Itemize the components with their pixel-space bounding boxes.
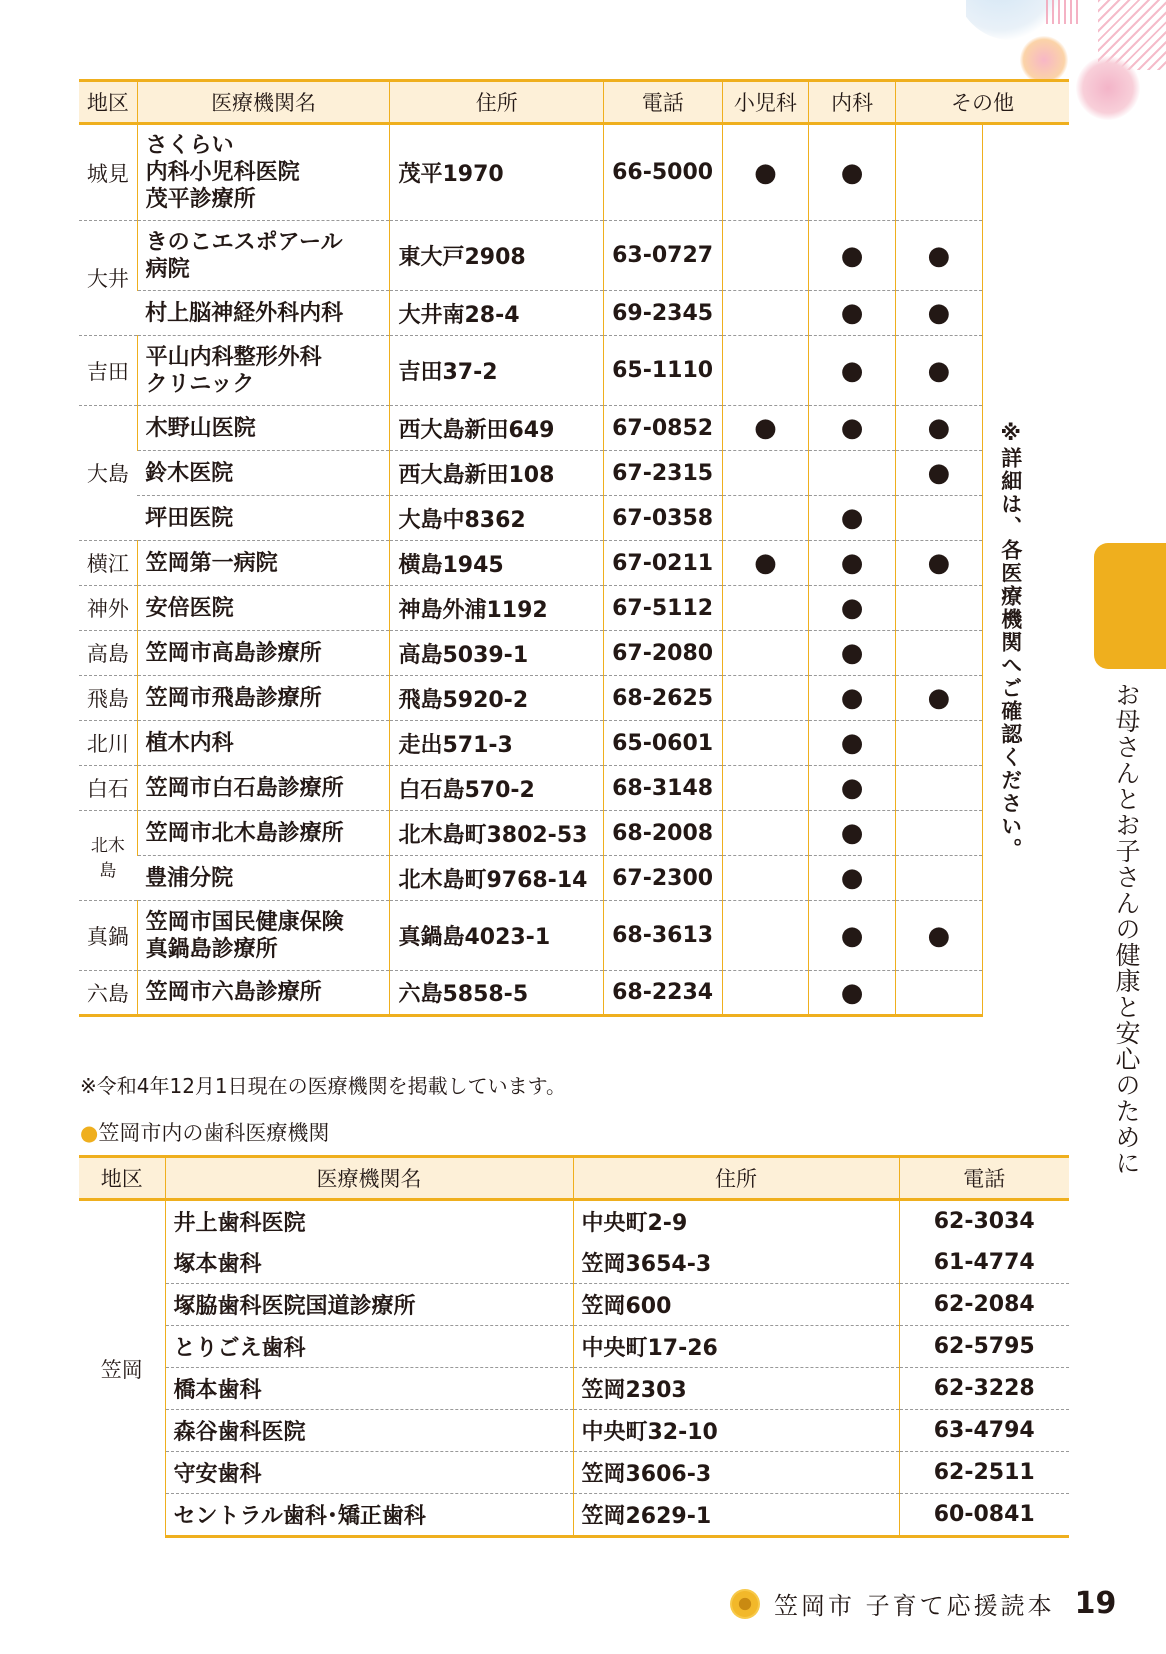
other-dot-cell xyxy=(895,406,982,451)
dot-icon: ● xyxy=(840,773,864,803)
area-cell: 大井 xyxy=(79,221,137,336)
other-dot-cell xyxy=(895,631,982,676)
dot-icon: ● xyxy=(840,593,864,623)
dental-institutions-table xyxy=(79,1155,1069,1538)
phone-cell: 61-4774 xyxy=(899,1242,1069,1284)
area-cell: 高島 xyxy=(79,631,137,676)
internal-dot-cell xyxy=(809,124,896,221)
address-cell: 中央町32-10 xyxy=(573,1410,899,1452)
internal-dot-cell xyxy=(809,221,896,291)
dot-icon: ● xyxy=(840,818,864,848)
header-internal: 内科 xyxy=(809,81,896,124)
table-row xyxy=(79,1200,1069,1243)
area-cell: 真鍋 xyxy=(79,901,137,971)
dot-icon: ● xyxy=(927,355,951,386)
phone-cell: 67-0211 xyxy=(604,541,722,586)
area-cell: 吉田 xyxy=(79,336,137,406)
phone-cell: 67-5112 xyxy=(604,586,722,631)
pediatrics-dot-cell xyxy=(722,406,809,451)
table-row xyxy=(79,971,1069,1016)
phone-cell: 67-2300 xyxy=(604,856,722,901)
pediatrics-dot-cell xyxy=(722,291,809,336)
dot-icon: ● xyxy=(927,458,951,488)
name-cell: 植木内科 xyxy=(137,721,390,766)
address-cell: 飛島5920-2 xyxy=(390,676,604,721)
area-cell: 城見 xyxy=(79,124,137,221)
dot-icon: ● xyxy=(840,240,864,271)
bullet-icon: ● xyxy=(80,1121,99,1145)
address-cell: 北木島町9768-14 xyxy=(390,856,604,901)
pediatrics-dot-cell xyxy=(722,971,809,1016)
dot-icon: ● xyxy=(840,413,864,443)
internal-dot-cell xyxy=(809,856,896,901)
table-row xyxy=(79,541,1069,586)
pediatrics-dot-cell xyxy=(722,721,809,766)
address-cell: 西大島新田108 xyxy=(390,451,604,496)
internal-dot-cell xyxy=(809,901,896,971)
internal-dot-cell xyxy=(809,496,896,541)
name-cell: 坪田医院 xyxy=(137,496,390,541)
dental-title-text: 笠岡市内の歯科医療機関 xyxy=(98,1121,330,1145)
table-row xyxy=(79,1242,1069,1284)
phone-cell: 62-3228 xyxy=(899,1368,1069,1410)
dot-icon: ● xyxy=(754,548,777,578)
name-cell: 塚脇歯科医院国道診療所 xyxy=(165,1284,573,1326)
other-dot-cell xyxy=(895,811,982,856)
address-cell: 笠岡2303 xyxy=(573,1368,899,1410)
name-cell: 塚本歯科 xyxy=(165,1242,573,1284)
name-cell: 森谷歯科医院 xyxy=(165,1410,573,1452)
other-dot-cell xyxy=(895,766,982,811)
name-cell: 笠岡市高島診療所 xyxy=(137,631,390,676)
table-row xyxy=(79,221,1069,291)
area-cell: 神外 xyxy=(79,586,137,631)
phone-cell: 67-0852 xyxy=(604,406,722,451)
address-cell: 中央町17-26 xyxy=(573,1326,899,1368)
name-cell: 村上脳神経外科内科 xyxy=(137,291,390,336)
dot-icon: ● xyxy=(840,638,864,668)
pediatrics-dot-cell xyxy=(722,586,809,631)
address-cell: 大島中8362 xyxy=(390,496,604,541)
address-cell: 大井南28-4 xyxy=(390,291,604,336)
dot-icon: ● xyxy=(927,920,951,951)
address-cell: 西大島新田649 xyxy=(390,406,604,451)
other-dot-cell xyxy=(895,221,982,291)
vertical-note: ※詳細は、各医療機関へご確認ください。 xyxy=(998,421,1023,861)
phone-cell: 66-5000 xyxy=(604,124,722,221)
address-cell: 中央町2-9 xyxy=(573,1200,899,1243)
phone-cell: 62-3034 xyxy=(899,1200,1069,1243)
phone-cell: 62-5795 xyxy=(899,1326,1069,1368)
phone-cell: 68-2234 xyxy=(604,971,722,1016)
dot-icon: ● xyxy=(840,863,864,893)
dot-icon: ● xyxy=(840,977,864,1008)
other-dot-cell xyxy=(895,541,982,586)
dot-icon: ● xyxy=(840,503,864,533)
name-cell: 守安歯科 xyxy=(165,1452,573,1494)
medical-institutions-table xyxy=(79,79,1069,1017)
table-row xyxy=(79,1326,1069,1368)
phone-cell: 69-2345 xyxy=(604,291,722,336)
dot-icon: ● xyxy=(754,157,777,188)
address-cell: 走出571-3 xyxy=(390,721,604,766)
dot-icon: ● xyxy=(840,920,864,951)
internal-dot-cell xyxy=(809,676,896,721)
header-area: 地区 xyxy=(79,81,137,124)
dot-icon: ● xyxy=(840,683,864,713)
footer-title: 笠岡市 子育て応援読本 xyxy=(774,1592,1055,1620)
table-row xyxy=(79,451,1069,496)
internal-dot-cell xyxy=(809,406,896,451)
address-cell: 東大戸2908 xyxy=(390,221,604,291)
area-cell: 白石 xyxy=(79,766,137,811)
other-dot-cell xyxy=(895,901,982,971)
area-cell: 笠岡 xyxy=(100,1357,143,1382)
address-cell: 茂平1970 xyxy=(390,124,604,221)
name-cell: 笠岡市北木島診療所 xyxy=(137,811,390,856)
phone-cell: 67-2315 xyxy=(604,451,722,496)
other-dot-cell xyxy=(895,856,982,901)
dot-icon: ● xyxy=(927,298,951,328)
name-cell: 木野山医院 xyxy=(137,406,390,451)
address-cell: 笠岡600 xyxy=(573,1284,899,1326)
address-cell: 笠岡3606-3 xyxy=(573,1452,899,1494)
side-tab xyxy=(1094,543,1166,669)
internal-dot-cell xyxy=(809,451,896,496)
header-address: 住所 xyxy=(573,1157,899,1200)
table-row xyxy=(79,811,1069,856)
name-cell: さくらい 内科小児科医院 茂平診療所 xyxy=(137,124,390,221)
table-row xyxy=(79,1368,1069,1410)
table-row xyxy=(79,676,1069,721)
header-other: その他 xyxy=(895,81,1069,124)
pediatrics-dot-cell xyxy=(722,496,809,541)
name-cell: 笠岡市白石島診療所 xyxy=(137,766,390,811)
side-tab-text: お母さんとお子さんの健康と安心のために xyxy=(1112,682,1141,1176)
phone-cell: 68-3148 xyxy=(604,766,722,811)
table-row xyxy=(79,336,1069,406)
table-row xyxy=(79,124,1069,221)
name-cell: とりごえ歯科 xyxy=(165,1326,573,1368)
page-number: 19 xyxy=(1074,1586,1117,1621)
area-cell: 北川 xyxy=(79,721,137,766)
table-row xyxy=(79,856,1069,901)
internal-dot-cell xyxy=(809,541,896,586)
name-cell: 笠岡市飛島診療所 xyxy=(137,676,390,721)
table-row xyxy=(79,766,1069,811)
page-footer xyxy=(730,1586,1116,1621)
dental-section-title xyxy=(80,1117,329,1147)
header-area: 地区 xyxy=(79,1157,165,1200)
phone-cell: 63-4794 xyxy=(899,1410,1069,1452)
phone-cell: 62-2084 xyxy=(899,1284,1069,1326)
table-row xyxy=(79,586,1069,631)
phone-cell: 68-3613 xyxy=(604,901,722,971)
name-cell: 井上歯科医院 xyxy=(165,1200,573,1243)
address-cell: 神島外浦1192 xyxy=(390,586,604,631)
header-pediatrics: 小児科 xyxy=(722,81,809,124)
pediatrics-dot-cell xyxy=(722,221,809,291)
table-row xyxy=(79,1452,1069,1494)
phone-cell: 65-0601 xyxy=(604,721,722,766)
table-row xyxy=(79,631,1069,676)
address-cell: 真鍋島4023-1 xyxy=(390,901,604,971)
footnote: ※令和4年12月1日現在の医療機関を掲載しています。 xyxy=(80,1074,567,1098)
table-row xyxy=(79,901,1069,971)
phone-cell: 62-2511 xyxy=(899,1452,1069,1494)
name-cell: 橋本歯科 xyxy=(165,1368,573,1410)
other-dot-cell xyxy=(895,451,982,496)
phone-cell: 67-0358 xyxy=(604,496,722,541)
dot-icon: ● xyxy=(840,355,864,386)
pediatrics-dot-cell xyxy=(722,336,809,406)
internal-dot-cell xyxy=(809,766,896,811)
header-address: 住所 xyxy=(390,81,604,124)
internal-dot-cell xyxy=(809,586,896,631)
sunflower-icon xyxy=(730,1589,760,1619)
name-cell: 平山内科整形外科 クリニック xyxy=(137,336,390,406)
phone-cell: 68-2625 xyxy=(604,676,722,721)
name-cell: 安倍医院 xyxy=(137,586,390,631)
table-header-row xyxy=(79,1157,1069,1200)
name-cell: 笠岡市国民健康保険 真鍋島診療所 xyxy=(137,901,390,971)
other-dot-cell xyxy=(895,586,982,631)
name-cell: 笠岡第一病院 xyxy=(137,541,390,586)
pediatrics-dot-cell xyxy=(722,856,809,901)
area-cell: 横江 xyxy=(79,541,137,586)
address-cell: 北木島町3802-53 xyxy=(390,811,604,856)
pediatrics-dot-cell xyxy=(722,451,809,496)
area-cell: 六島 xyxy=(79,971,137,1016)
address-cell: 笠岡2629-1 xyxy=(573,1494,899,1537)
phone-cell: 63-0727 xyxy=(604,221,722,291)
area-cell: 北木島 xyxy=(79,811,137,901)
area-cell: 大島 xyxy=(79,406,137,541)
dot-icon: ● xyxy=(840,157,864,188)
other-dot-cell xyxy=(895,291,982,336)
dot-icon: ● xyxy=(754,413,777,443)
table-row xyxy=(79,1410,1069,1452)
address-cell: 六島5858-5 xyxy=(390,971,604,1016)
internal-dot-cell xyxy=(809,811,896,856)
pediatrics-dot-cell xyxy=(722,901,809,971)
address-cell: 横島1945 xyxy=(390,541,604,586)
other-dot-cell xyxy=(895,676,982,721)
name-cell: 鈴木医院 xyxy=(137,451,390,496)
address-cell: 笠岡3654-3 xyxy=(573,1242,899,1284)
area-cell: 飛島 xyxy=(79,676,137,721)
table-row xyxy=(79,496,1069,541)
pediatrics-dot-cell xyxy=(722,631,809,676)
dot-icon: ● xyxy=(927,548,951,578)
table-header-row xyxy=(79,81,1069,124)
dot-icon: ● xyxy=(840,728,864,758)
table-row xyxy=(79,721,1069,766)
name-cell: セントラル歯科･矯正歯科 xyxy=(165,1494,573,1537)
other-dot-cell xyxy=(895,124,982,221)
name-cell: 豊浦分院 xyxy=(137,856,390,901)
header-name: 医療機関名 xyxy=(165,1157,573,1200)
other-dot-cell xyxy=(895,971,982,1016)
dot-icon: ● xyxy=(927,240,951,271)
other-dot-cell xyxy=(895,496,982,541)
other-dot-cell xyxy=(895,336,982,406)
dot-icon: ● xyxy=(927,683,951,713)
header-name: 医療機関名 xyxy=(137,81,390,124)
pediatrics-dot-cell xyxy=(722,124,809,221)
address-cell: 白石島570-2 xyxy=(390,766,604,811)
note-column xyxy=(982,124,1069,1016)
header-phone: 電話 xyxy=(604,81,722,124)
dot-icon: ● xyxy=(840,548,864,578)
pediatrics-dot-cell xyxy=(722,541,809,586)
phone-cell: 65-1110 xyxy=(604,336,722,406)
dot-icon: ● xyxy=(927,413,951,443)
table-row xyxy=(79,291,1069,336)
internal-dot-cell xyxy=(809,291,896,336)
other-dot-cell xyxy=(895,721,982,766)
internal-dot-cell xyxy=(809,721,896,766)
pediatrics-dot-cell xyxy=(722,676,809,721)
name-cell: きのこエスポアール 病院 xyxy=(137,221,390,291)
internal-dot-cell xyxy=(809,631,896,676)
pediatrics-dot-cell xyxy=(722,811,809,856)
name-cell: 笠岡市六島診療所 xyxy=(137,971,390,1016)
internal-dot-cell xyxy=(809,971,896,1016)
dot-icon: ● xyxy=(840,298,864,328)
address-cell: 吉田37-2 xyxy=(390,336,604,406)
address-cell: 高島5039-1 xyxy=(390,631,604,676)
table-row xyxy=(79,1494,1069,1537)
table-row xyxy=(79,1284,1069,1326)
header-phone: 電話 xyxy=(899,1157,1069,1200)
phone-cell: 60-0841 xyxy=(899,1494,1069,1537)
phone-cell: 68-2008 xyxy=(604,811,722,856)
internal-dot-cell xyxy=(809,336,896,406)
phone-cell: 67-2080 xyxy=(604,631,722,676)
table-row xyxy=(79,406,1069,451)
pediatrics-dot-cell xyxy=(722,766,809,811)
